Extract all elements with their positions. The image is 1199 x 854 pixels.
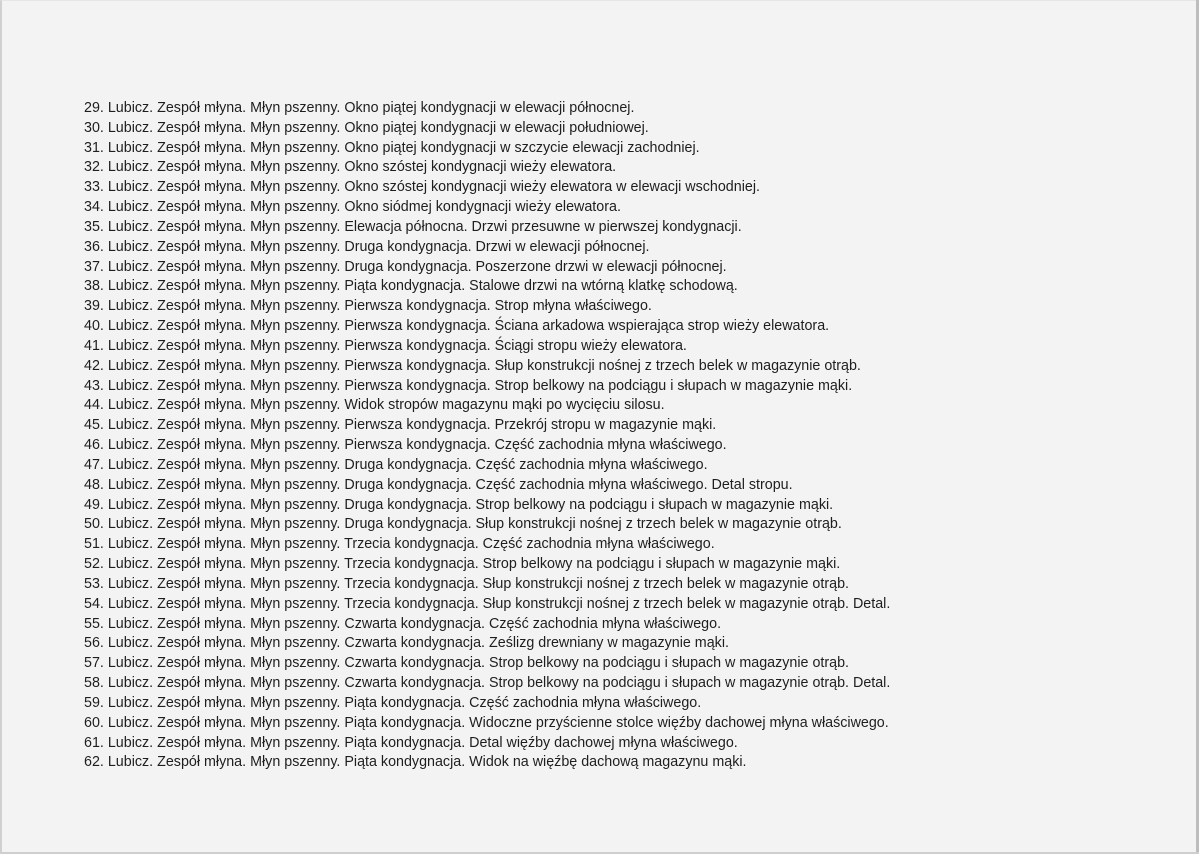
caption-50: 50. Lubicz. Zespół młyna. Młyn pszenny. Druga kondygnacja. Słup konstrukcji nośnej z trzech belek w magazynie otrąb. — [84, 516, 842, 533]
caption-35: 35. Lubicz. Zespół młyna. Młyn pszenny. Elewacja północna. Drzwi przesuwne w pierwszej kondygnacji. — [84, 218, 742, 235]
caption-43: 43. Lubicz. Zespół młyna. Młyn pszenny. Pierwsza kondygnacja. Strop belkowy na podciągu i słupach w magazynie mąki. — [84, 377, 853, 394]
photo-caption-list — [84, 99, 890, 773]
caption-59: 59. Lubicz. Zespół młyna. Młyn pszenny. Piąta kondygnacja. Część zachodnia młyna właściwego. — [84, 694, 702, 711]
caption-29: 29. Lubicz. Zespół młyna. Młyn pszenny. Okno piątej kondygnacji w elewacji północnej. — [84, 100, 635, 116]
caption-44: 44. Lubicz. Zespół młyna. Młyn pszenny. Widok stropów magazynu mąki po wycięciu silosu. — [84, 397, 665, 414]
caption-45: 45. Lubicz. Zespół młyna. Młyn pszenny. Pierwsza kondygnacja. Przekrój stropu w magazynie mąki. — [84, 417, 717, 434]
caption-60: 60. Lubicz. Zespół młyna. Młyn pszenny. Piąta kondygnacja. Widoczne przyścienne stolce więźby dachowej młyna właściwego. — [84, 714, 889, 731]
caption-55: 55. Lubicz. Zespół młyna. Młyn pszenny. Czwarta kondygnacja. Część zachodnia młyna właściwego. — [84, 615, 722, 632]
caption-40: 40. Lubicz. Zespół młyna. Młyn pszenny. Pierwsza kondygnacja. Ściana arkadowa wspierająca strop wieży elewatora. — [84, 318, 830, 335]
caption-58: 58. Lubicz. Zespół młyna. Młyn pszenny. Czwarta kondygnacja. Strop belkowy na podciągu i słupach w magazynie otrąb. Detal. — [84, 675, 891, 692]
caption-52: 52. Lubicz. Zespół młyna. Młyn pszenny. Trzecia kondygnacja. Strop belkowy na podciągu i słupach w magazynie mąki. — [84, 556, 841, 573]
caption-34: 34. Lubicz. Zespół młyna. Młyn pszenny. Okno siódmej kondygnacji wieży elewatora. — [84, 199, 621, 216]
caption-53: 53. Lubicz. Zespół młyna. Młyn pszenny. Trzecia kondygnacja. Słup konstrukcji nośnej z trzech belek w magazynie otrąb. — [84, 575, 849, 592]
caption-46: 46. Lubicz. Zespół młyna. Młyn pszenny. Pierwsza kondygnacja. Część zachodnia młyna właściwego. — [84, 437, 727, 454]
caption-54: 54. Lubicz. Zespół młyna. Młyn pszenny. Trzecia kondygnacja. Słup konstrukcji nośnej z trzech belek w magazynie otrąb. Detal. — [84, 595, 891, 612]
caption-39: 39. Lubicz. Zespół młyna. Młyn pszenny. Pierwsza kondygnacja. Strop młyna właściwego. — [84, 298, 652, 315]
caption-48: 48. Lubicz. Zespół młyna. Młyn pszenny. Druga kondygnacja. Część zachodnia młyna właściwego. Detal stropu. — [84, 476, 793, 493]
caption-31: 31. Lubicz. Zespół młyna. Młyn pszenny. Okno piątej kondygnacji w szczycie elewacji zachodniej. — [84, 139, 700, 156]
caption-56: 56. Lubicz. Zespół młyna. Młyn pszenny. Czwarta kondygnacja. Ześlizg drewniany w magazynie mąki. — [84, 635, 729, 652]
caption-51: 51. Lubicz. Zespół młyna. Młyn pszenny. Trzecia kondygnacja. Część zachodnia młyna właściwego. — [84, 536, 715, 553]
caption-61: 61. Lubicz. Zespół młyna. Młyn pszenny. Piąta kondygnacja. Detal więźby dachowej młyna właściwego. — [84, 734, 738, 751]
caption-42: 42. Lubicz. Zespół młyna. Młyn pszenny. Pierwsza kondygnacja. Słup konstrukcji nośnej z trzech belek w magazynie otrąb. — [84, 357, 861, 374]
caption-33: 33. Lubicz. Zespół młyna. Młyn pszenny. Okno szóstej kondygnacji wieży elewatora w elewacji wschodniej. — [84, 179, 760, 196]
caption-36: 36. Lubicz. Zespół młyna. Młyn pszenny. Druga kondygnacja. Drzwi w elewacji północnej. — [84, 238, 650, 255]
caption-57: 57. Lubicz. Zespół młyna. Młyn pszenny. Czwarta kondygnacja. Strop belkowy na podciągu i słupach w magazynie otrąb. — [84, 655, 850, 672]
caption-49: 49. Lubicz. Zespół młyna. Młyn pszenny. Druga kondygnacja. Strop belkowy na podciągu i słupach w magazynie mąki. — [84, 496, 834, 513]
caption-38: 38. Lubicz. Zespół młyna. Młyn pszenny. Piąta kondygnacja. Stalowe drzwi na wtórną klatkę schodową. — [84, 278, 738, 295]
caption-62: 62. Lubicz. Zespół młyna. Młyn pszenny. Piąta kondygnacja. Widok na więźbę dachową magazynu mąki. — [84, 754, 747, 771]
caption-47: 47. Lubicz. Zespół młyna. Młyn pszenny. Druga kondygnacja. Część zachodnia młyna właściwego. — [84, 456, 708, 473]
caption-32: 32. Lubicz. Zespół młyna. Młyn pszenny. Okno szóstej kondygnacji wieży elewatora. — [84, 159, 617, 176]
caption-41: 41. Lubicz. Zespół młyna. Młyn pszenny. Pierwsza kondygnacja. Ściągi stropu wieży elewatora. — [84, 337, 687, 354]
caption-37: 37. Lubicz. Zespół młyna. Młyn pszenny. Druga kondygnacja. Poszerzone drzwi w elewacji północnej. — [84, 258, 727, 275]
caption-30: 30. Lubicz. Zespół młyna. Młyn pszenny. Okno piątej kondygnacji w elewacji południowej. — [84, 119, 649, 136]
